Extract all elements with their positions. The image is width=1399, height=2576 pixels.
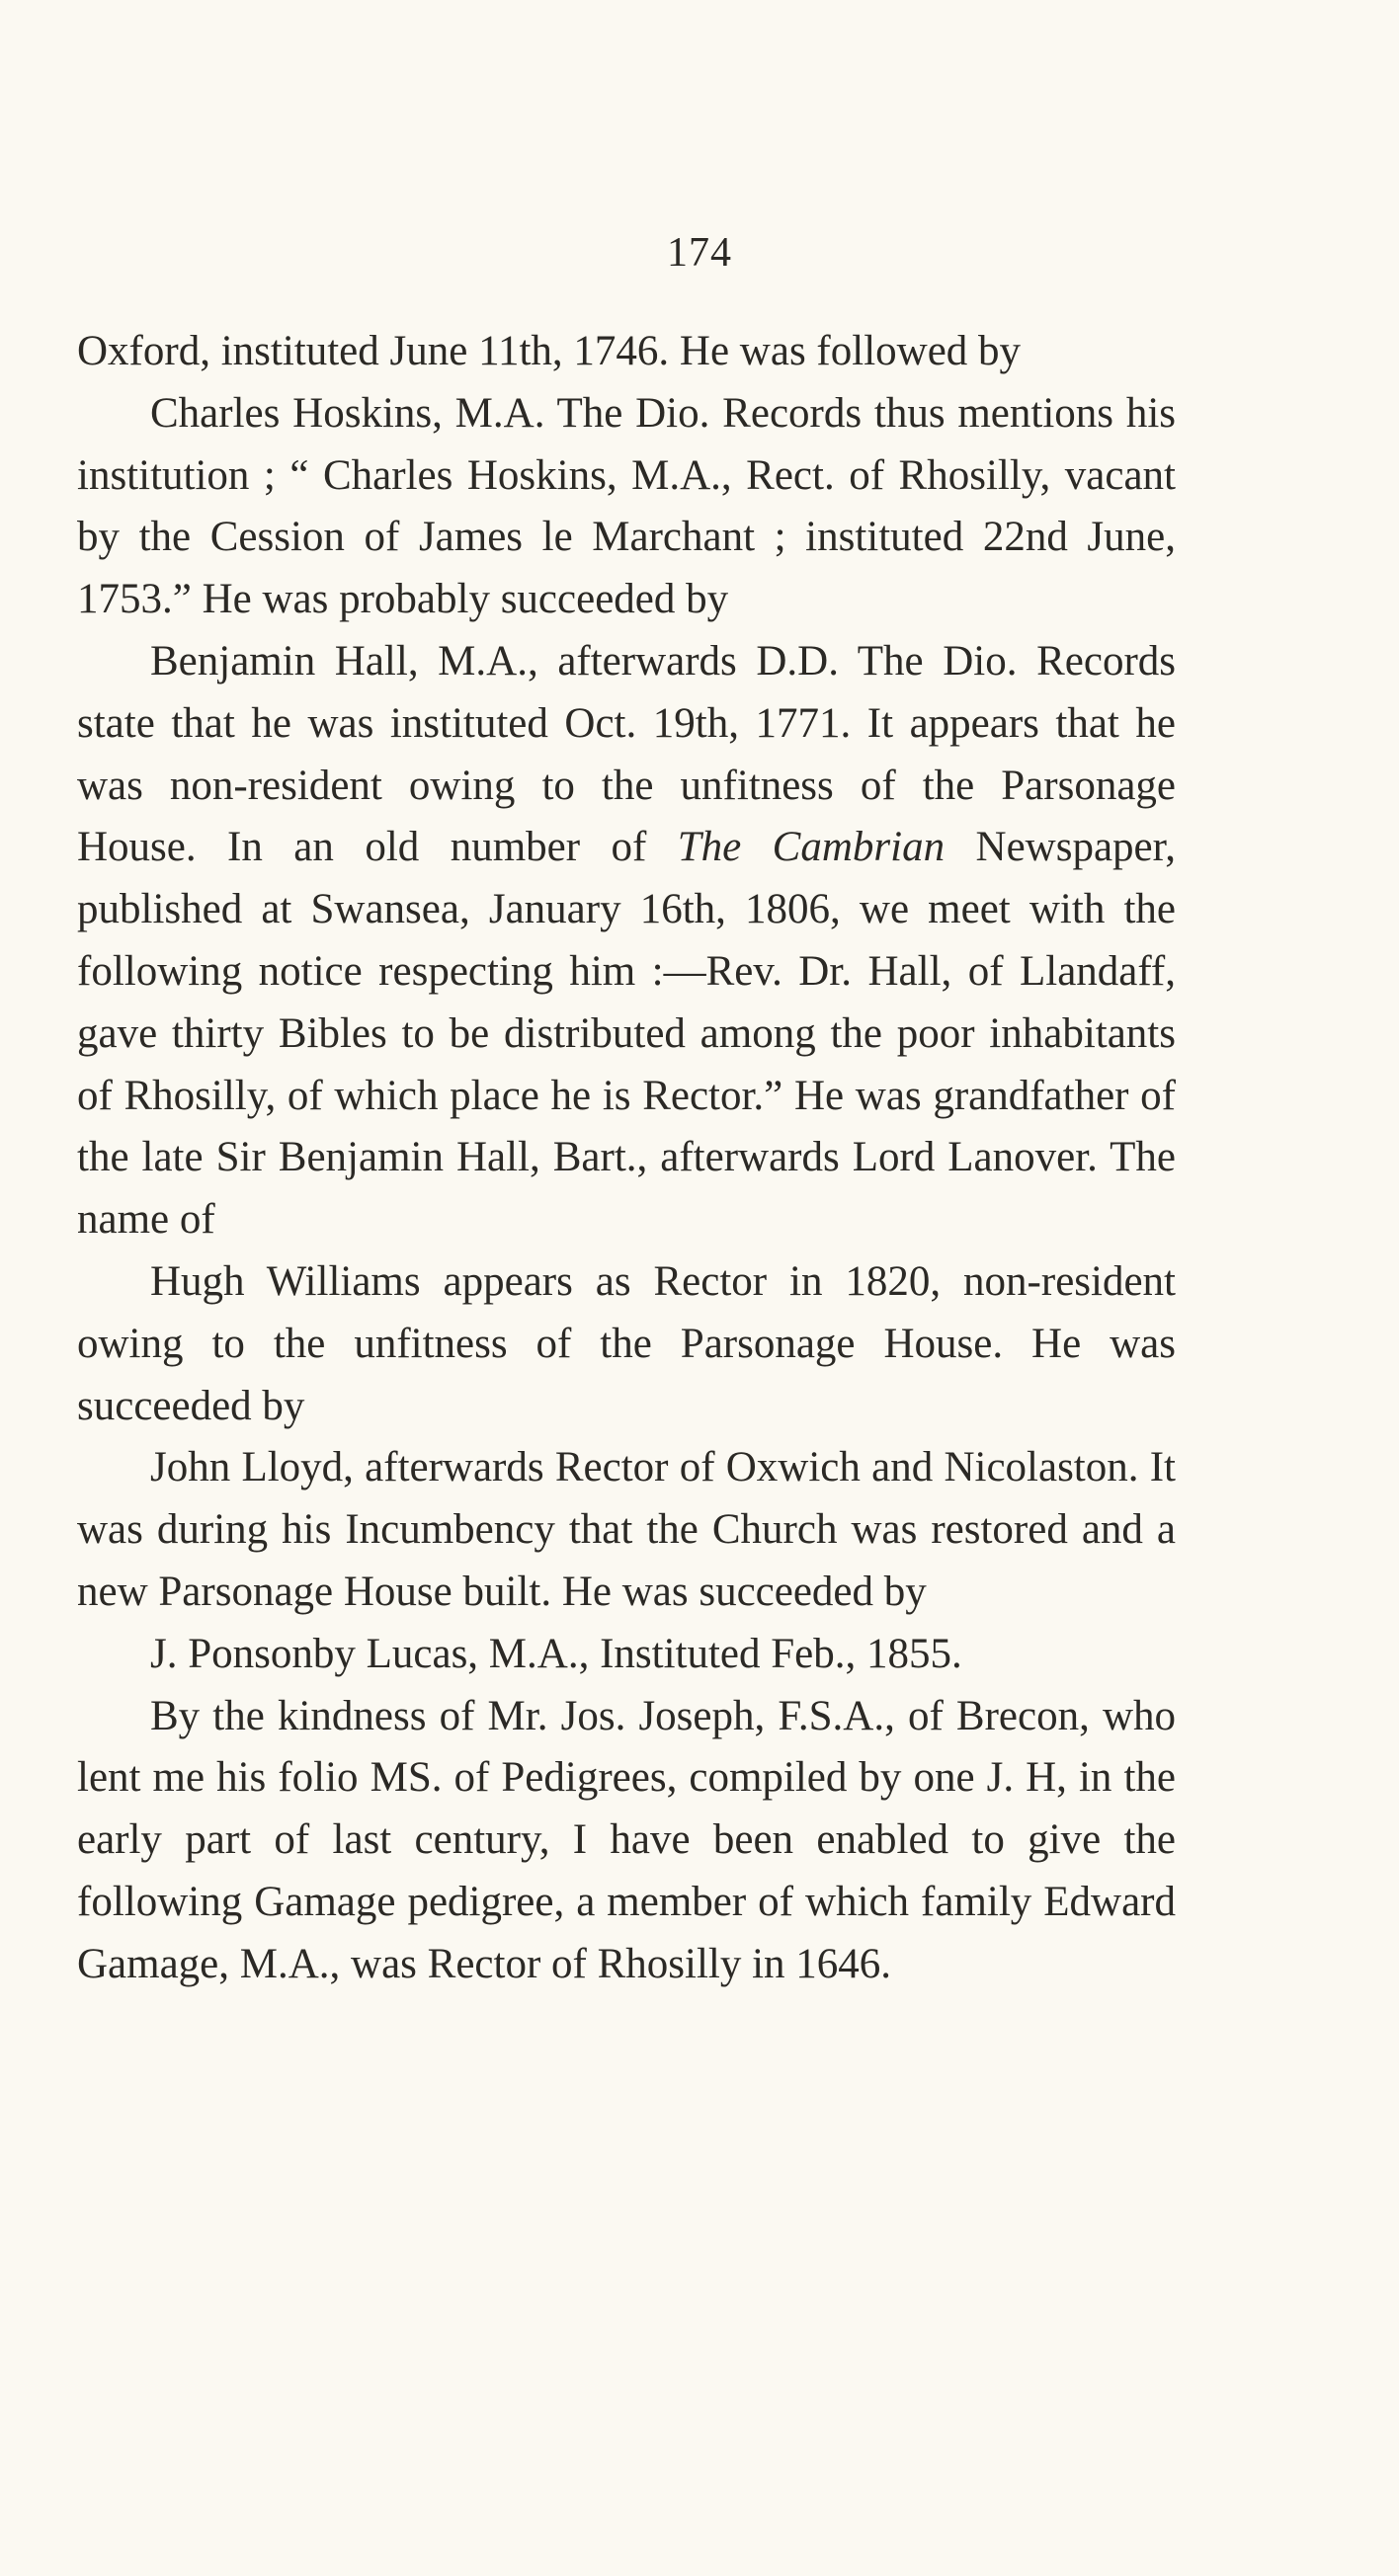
paragraph-charles-hoskins: Charles Hoskins, M.A. The Dio. Records thus mentions his institution ; “ Charles Hoskins, M.A., Rect. of Rhosilly, vacant by the Cession of James le Marchant ; instituted 22nd June, 1753.” He was probably succeeded by — [77, 389, 1176, 623]
paragraph-gamage-pedigree: By the kindness of Mr. Jos. Joseph, F.S.A., of Brecon, who lent me his folio MS. of Pedigrees, compiled by one J. H, in the early part of last century, I have been enabled to give the following Gamage pedigree, a member of which family Edward Gamage, M.A., was Rector of Rhosilly in 1646. — [77, 1692, 1176, 1987]
body-text — [77, 321, 1176, 1996]
paragraph-benjamin-hall — [77, 631, 1176, 1251]
newspaper-title: The Cambrian — [677, 824, 946, 871]
paragraph-hugh-williams: Hugh Williams appears as Rector in 1820, non-resident owing to the unfitness of the Parsonage House. He was succeeded by — [77, 1257, 1176, 1429]
paragraph-john-lloyd: John Lloyd, afterwards Rector of Oxwich and Nicolaston. It was during his Incumbency that the Church was restored and a new Parsonage House built. He was succeeded by — [77, 1444, 1176, 1615]
benjamin-hall-text-before: Benjamin Hall, M.A., afterwards D.D. The Dio. Records state that he was instituted Oct. 19th, 1771. It appears that he was non-resident owing to the unfitness of the Parsonage House. In an old number of — [77, 637, 1176, 871]
benjamin-hall-text-after: Newspaper, published at Swansea, January 16th, 1806, we meet with the following notice respecting him :—Rev. Dr. Hall, of Llandaff, gave thirty Bibles to be distributed among the poor inhabitants of Rhosilly, of which place he is Rector.” He was grandfather of the late Sir Benjamin Hall, Bart., afterwards Lord Lanover. The name of — [77, 824, 1176, 1244]
page-number: 174 — [667, 230, 732, 276]
paragraph-continuation-oxford: Oxford, instituted June 11th, 1746. He was followed by — [77, 328, 1022, 374]
paragraph-ponsonby-lucas: J. Ponsonby Lucas, M.A., Instituted Feb., 1855. — [150, 1630, 962, 1677]
